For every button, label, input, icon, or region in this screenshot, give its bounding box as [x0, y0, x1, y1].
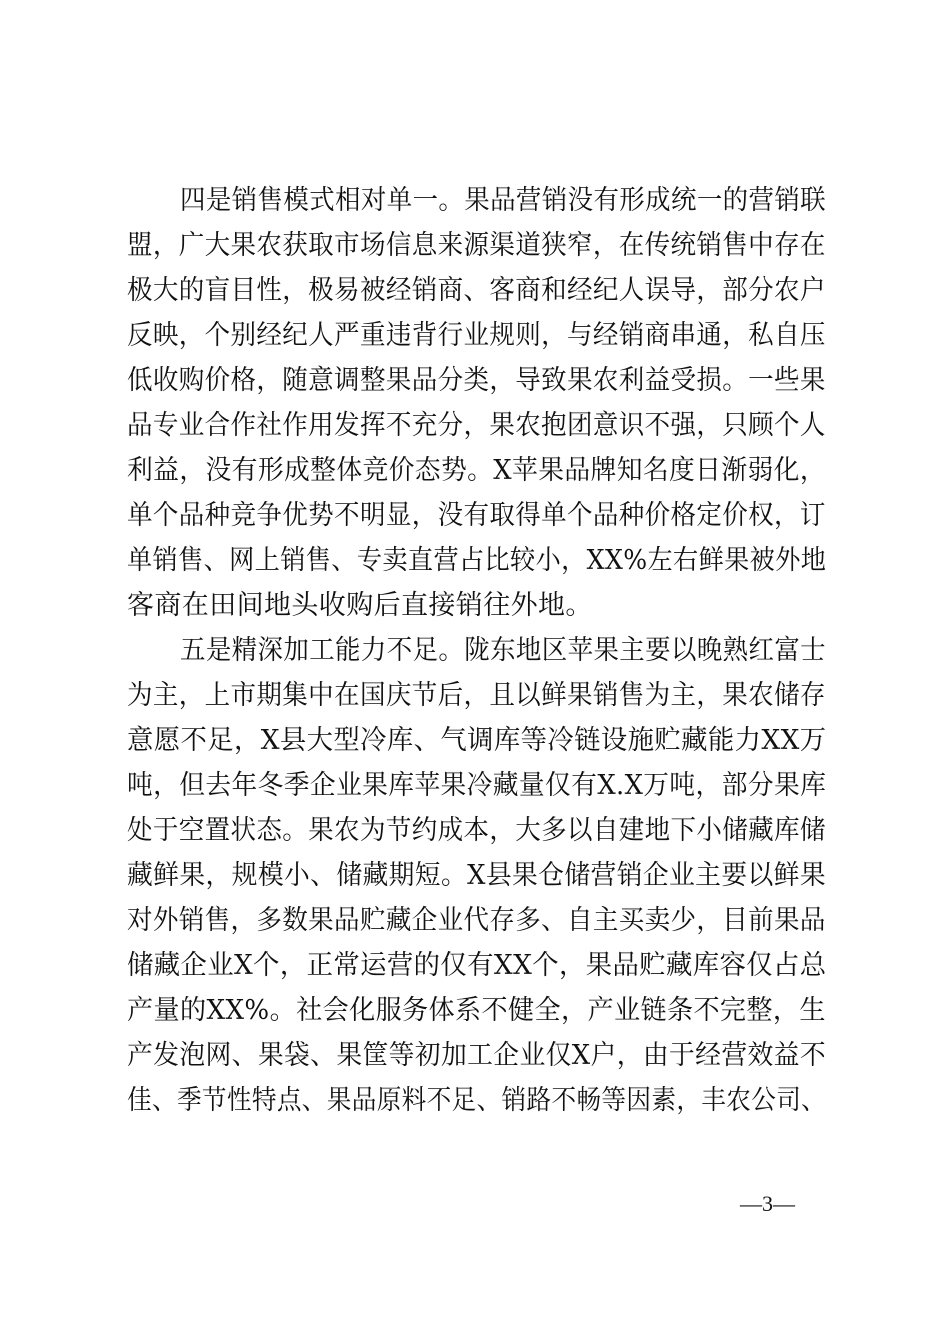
text-line: 极大的盲目性，极易被经销商、客商和经纪人误导，部分农户	[127, 275, 826, 306]
text-line: 佳、季节性特点、果品原料不足、销路不畅等因素，丰农公司、	[127, 1085, 827, 1116]
text-line: 反映，个别经纪人严重违背行业规则，与经销商串通，私自压	[127, 320, 826, 351]
text-line: 产发泡网、果袋、果筐等初加工企业仅X户，由于经营效益不	[127, 1040, 827, 1071]
text-line: 储藏企业X个，正常运营的仅有XX个，果品贮藏库容仅占总	[127, 950, 827, 981]
text-line: 客商在田间地头收购后直接销往外地。	[127, 590, 593, 621]
text-line: 单个品种竞争优势不明显，没有取得单个品种价格定价权，订	[127, 500, 826, 531]
text-line: 单销售、网上销售、专卖直营占比较小，XX%左右鲜果被外地	[127, 545, 827, 576]
text-line: 低收购价格，随意调整果品分类，导致果农利益受损。一些果	[127, 365, 826, 396]
page-number: —3—	[740, 1191, 795, 1216]
text-line: 利益，没有形成整体竞价态势。X苹果品牌知名度日渐弱化，	[127, 455, 827, 486]
text-line: 为主，上市期集中在国庆节后，且以鲜果销售为主，果农储存	[127, 680, 826, 711]
text-line: 藏鲜果，规模小、储藏期短。X县果仓储营销企业主要以鲜果	[127, 860, 827, 891]
text-line: 处于空置状态。果农为节约成本，大多以自建地下小储藏库储	[127, 815, 826, 846]
text-line: 盟，广大果农获取市场信息来源渠道狭窄，在传统销售中存在	[127, 230, 826, 261]
text-line: 吨，但去年冬季企业果库苹果冷藏量仅有X.X万吨，部分果库	[127, 770, 827, 801]
text-line: 产量的XX%。社会化服务体系不健全，产业链条不完整，生	[127, 995, 826, 1026]
text-line: 五是精深加工能力不足。陇东地区苹果主要以晚熟红富士	[180, 635, 827, 666]
text-line: 四是销售模式相对单一。果品营销没有形成统一的营销联	[180, 185, 827, 216]
text-line: 意愿不足，X县大型冷库、气调库等冷链设施贮藏能力XX万	[127, 725, 827, 756]
text-line: 对外销售，多数果品贮藏企业代存多、自主买卖少，目前果品	[127, 905, 826, 936]
text-line: 品专业合作社作用发挥不充分，果农抱团意识不强，只顾个人	[127, 410, 826, 441]
